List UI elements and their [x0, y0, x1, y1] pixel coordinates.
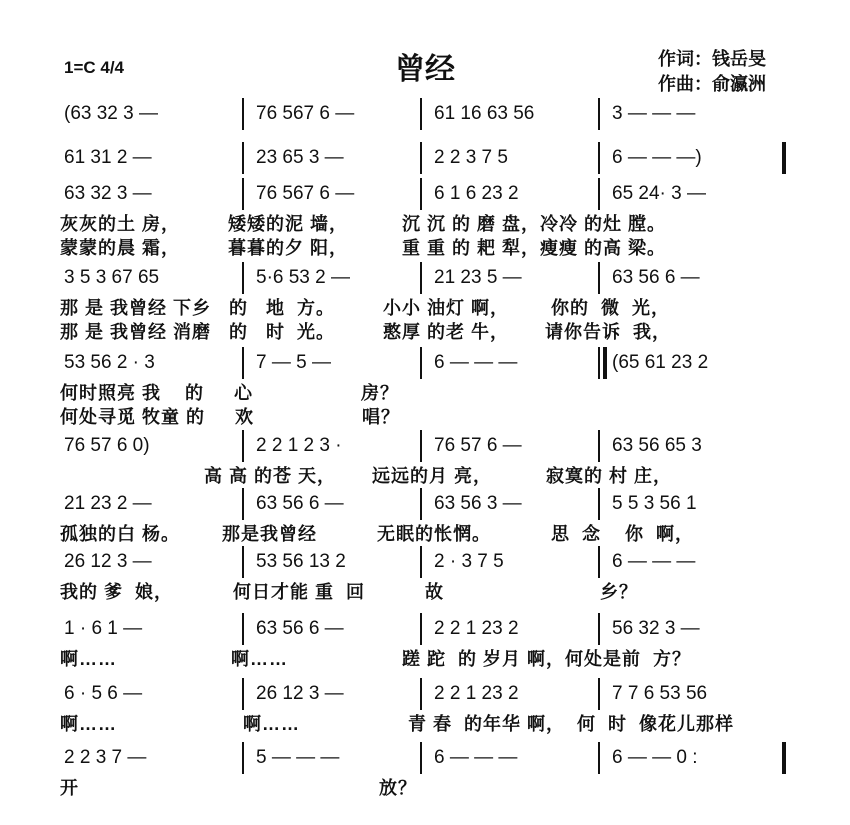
barline: [598, 546, 600, 578]
barline: [242, 488, 244, 520]
lyric-line: 灰灰的土 房， 矮矮的泥 墙， 沉 沉 的 磨 盘，冷冷 的灶 膛。: [60, 214, 667, 234]
measure: 76 567 6 —: [256, 103, 355, 124]
barline: [242, 98, 244, 130]
barline: [242, 613, 244, 645]
measure: 26 12 3 —: [256, 683, 344, 704]
measure: 61 16 63 56: [434, 103, 535, 124]
measure: 63 56 65 3: [612, 435, 702, 456]
measure: 2 2 3 7 5: [434, 147, 508, 168]
measure: 7 — 5 —: [256, 352, 331, 373]
barline: [420, 742, 422, 774]
measure: 2 · 3 7 5: [434, 551, 504, 572]
barline: [420, 142, 422, 174]
measure: 6 — — 0 :: [612, 747, 698, 768]
barline: [598, 98, 600, 130]
notes-line: [0, 100, 850, 128]
barline: [598, 742, 600, 774]
barline: [598, 347, 600, 379]
measure: 76 57 6 —: [434, 435, 522, 456]
measure: 6 — — —: [434, 352, 518, 373]
lyric-line: 那 是 我曾经 下乡 的 地 方。 小小 油灯 啊， 你的 微 光，: [60, 298, 671, 318]
barline: [598, 262, 600, 294]
barline: [598, 678, 600, 710]
notes-line: [0, 180, 850, 208]
barline: [598, 430, 600, 462]
barline: [242, 178, 244, 210]
barline: [598, 142, 600, 174]
lyric-line: 何处寻觅 牧童 的 欢 唱？: [60, 407, 401, 427]
measure: 6 · 5 6 —: [64, 683, 143, 704]
barline: [598, 178, 600, 210]
measure: 53 56 2 · 3: [64, 352, 155, 373]
measure: 3 5 3 67 65: [64, 267, 160, 288]
lyric-line: 高 高 的苍 天， 远远的月 亮， 寂寞的 村 庄，: [60, 466, 673, 486]
lyric-line: 我的 爹 娘， 何日才能 重 回 故 乡？: [60, 582, 639, 602]
lyric-line: 开 放？: [60, 778, 418, 798]
measure: 6 1 6 23 2: [434, 183, 519, 204]
measure: 63 56 3 —: [434, 493, 522, 514]
key-signature: 1=C 4/4: [64, 58, 125, 77]
measure: 5·6 53 2 —: [256, 267, 350, 288]
measure: 6 — — —: [434, 747, 518, 768]
barline: [598, 613, 600, 645]
measure: 63 56 6 —: [256, 618, 344, 639]
measure: 65 24· 3 —: [612, 183, 706, 204]
measure: (65 61 23 2: [612, 352, 709, 373]
barline: [420, 613, 422, 645]
measure: 23 65 3 —: [256, 147, 344, 168]
notes-line: [0, 490, 850, 518]
measure: 26 12 3 —: [64, 551, 152, 572]
repeat-barline: [603, 347, 607, 379]
lyric-line: 何时照亮 我 的 心 房？: [60, 383, 400, 403]
measure: 2 2 1 2 3 ·: [256, 435, 342, 456]
notes-line: [0, 615, 850, 643]
barline: [242, 742, 244, 774]
lyric-line: 啊…… 啊…… 蹉 跎 的 岁月 啊，何处是前 方？: [60, 649, 692, 669]
barline: [420, 262, 422, 294]
measure: 2 2 1 23 2: [434, 618, 519, 639]
barline: [242, 142, 244, 174]
measure: 6 — — —): [612, 147, 702, 168]
lyricist-credit: 作词：钱岳旻: [658, 49, 766, 69]
measure: 63 56 6 —: [612, 267, 700, 288]
measure: 2 2 1 23 2: [434, 683, 519, 704]
barline: [420, 488, 422, 520]
notes-line: [0, 680, 850, 708]
measure: 53 56 13 2: [256, 551, 346, 572]
measure: 5 5 3 56 1: [612, 493, 697, 514]
barline: [242, 262, 244, 294]
barline: [420, 98, 422, 130]
notes-line: [0, 144, 850, 172]
notes-line: [0, 264, 850, 292]
measure: 5 — — —: [256, 747, 340, 768]
barline: [420, 678, 422, 710]
measure: 63 56 6 —: [256, 493, 344, 514]
notes-line: [0, 744, 850, 772]
measure: 1 · 6 1 —: [64, 618, 143, 639]
notes-line: [0, 349, 850, 377]
barline: [420, 430, 422, 462]
lyric-line: 那 是 我曾经 消磨 的 时 光。 憨厚 的老 牛， 请你告诉 我，: [60, 322, 672, 342]
notes-line: [0, 432, 850, 460]
measure: 76 567 6 —: [256, 183, 355, 204]
measure: 76 57 6 0): [64, 435, 150, 456]
barline: [420, 178, 422, 210]
measure: 21 23 5 —: [434, 267, 522, 288]
measure: 7 7 6 53 56: [612, 683, 708, 704]
barline: [420, 546, 422, 578]
barline: [598, 488, 600, 520]
barline: [242, 347, 244, 379]
measure: 21 23 2 —: [64, 493, 152, 514]
repeat-end-barline: [782, 742, 786, 774]
barline: [242, 678, 244, 710]
measure: 63 32 3 —: [64, 183, 152, 204]
measure: 2 2 3 7 —: [64, 747, 147, 768]
song-title: 曾经: [395, 53, 455, 86]
measure: 61 31 2 —: [64, 147, 152, 168]
measure: (63 32 3 —: [64, 103, 158, 124]
composer-credit: 作曲：俞瀛洲: [658, 74, 766, 94]
measure: 3 — — —: [612, 103, 696, 124]
barline: [420, 347, 422, 379]
measure: 6 — — —: [612, 551, 696, 572]
measure: 56 32 3 —: [612, 618, 700, 639]
lyric-line: 啊…… 啊…… 青 春 的年华 啊， 何 时 像花儿那样: [60, 714, 735, 734]
barline: [242, 546, 244, 578]
lyric-line: 孤独的白 杨。 那是我曾经 无眠的怅惘。 思 念 你 啊，: [60, 524, 695, 544]
barline: [242, 430, 244, 462]
notes-line: [0, 548, 850, 576]
lyric-line: 蒙蒙的晨 霜， 暮暮的夕 阳， 重 重 的 耙 犁，瘦瘦 的高 梁。: [60, 238, 667, 258]
repeat-end-barline: [782, 142, 786, 174]
